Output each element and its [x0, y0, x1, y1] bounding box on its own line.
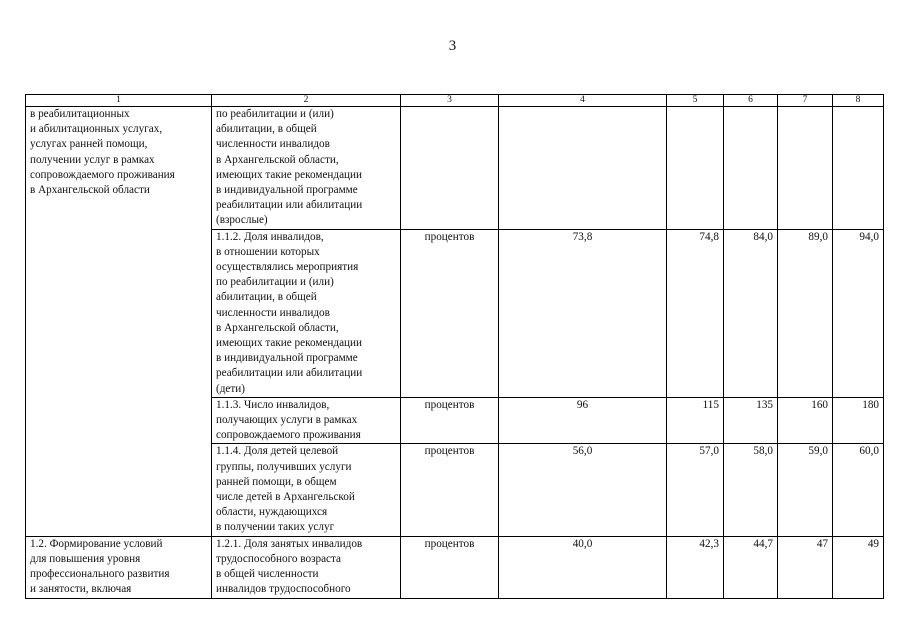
value-cell: 56,0	[499, 444, 667, 536]
table-row	[26, 536, 884, 598]
value-cell: 73,8	[499, 229, 667, 397]
indicator-cell: по реабилитации и (или) абилитации, в общей численности инвалидов в Архангельской области, имеющих такие рекомендации в индивидуальной программе реабилитации или абилитации (взрослые)	[212, 107, 401, 230]
value-cell: 84,0	[724, 229, 778, 397]
indicator-cell: 1.1.2. Доля инвалидов, в отношении которых осуществлялись мероприятия по реабилитации и (или) абилитации, в общей численности инвалидов в Архангельской области, имеющих такие рекомендации в индивидуальной программе реабилитации или абилитации (дети)	[212, 229, 401, 397]
value-cell: 160	[778, 397, 833, 444]
page-number: 3	[448, 38, 457, 54]
value-cell: 44,7	[724, 536, 778, 598]
value-cell: 57,0	[667, 444, 724, 536]
value-cell: 40,0	[499, 536, 667, 598]
unit-cell: процентов	[401, 444, 499, 536]
header-cell: 8	[833, 95, 884, 107]
unit-cell	[401, 107, 499, 230]
value-cell	[833, 107, 884, 230]
value-cell	[778, 107, 833, 230]
unit-cell: процентов	[401, 229, 499, 397]
value-cell: 74,8	[667, 229, 724, 397]
header-cell: 6	[724, 95, 778, 107]
indicator-cell: 1.1.4. Доля детей целевой группы, получивших услуги ранней помощи, в общем числе детей в Архангельской области, нуждающихся в получении таких услуг	[212, 444, 401, 536]
table-row	[26, 107, 884, 230]
value-cell: 47	[778, 536, 833, 598]
value-cell: 180	[833, 397, 884, 444]
table-header-row	[26, 95, 884, 107]
value-cell	[724, 107, 778, 230]
header-cell: 3	[401, 95, 499, 107]
value-cell: 49	[833, 536, 884, 598]
unit-cell: процентов	[401, 397, 499, 444]
value-cell	[499, 107, 667, 230]
header-cell: 1	[26, 95, 212, 107]
value-cell: 42,3	[667, 536, 724, 598]
header-cell: 5	[667, 95, 724, 107]
value-cell: 58,0	[724, 444, 778, 536]
value-cell: 115	[667, 397, 724, 444]
indicators-table	[25, 94, 884, 599]
indicator-cell: 1.2.1. Доля занятых инвалидов трудоспособного возраста в общей численности инвалидов трудоспособного	[212, 536, 401, 598]
task-cell: 1.2. Формирование условий для повышения уровня профессионального развития и занятости, включая	[26, 536, 212, 598]
value-cell: 94,0	[833, 229, 884, 397]
value-cell: 96	[499, 397, 667, 444]
header-cell: 2	[212, 95, 401, 107]
task-cell: в реабилитационных и абилитационных услугах, услугах ранней помощи, получении услуг в рамках сопровождаемого проживания в Архангельской области	[26, 107, 212, 537]
value-cell: 89,0	[778, 229, 833, 397]
indicator-cell: 1.1.3. Число инвалидов, получающих услуги в рамках сопровождаемого проживания	[212, 397, 401, 444]
value-cell: 59,0	[778, 444, 833, 536]
header-cell: 4	[499, 95, 667, 107]
value-cell: 135	[724, 397, 778, 444]
header-cell: 7	[778, 95, 833, 107]
value-cell	[667, 107, 724, 230]
unit-cell: процентов	[401, 536, 499, 598]
value-cell: 60,0	[833, 444, 884, 536]
